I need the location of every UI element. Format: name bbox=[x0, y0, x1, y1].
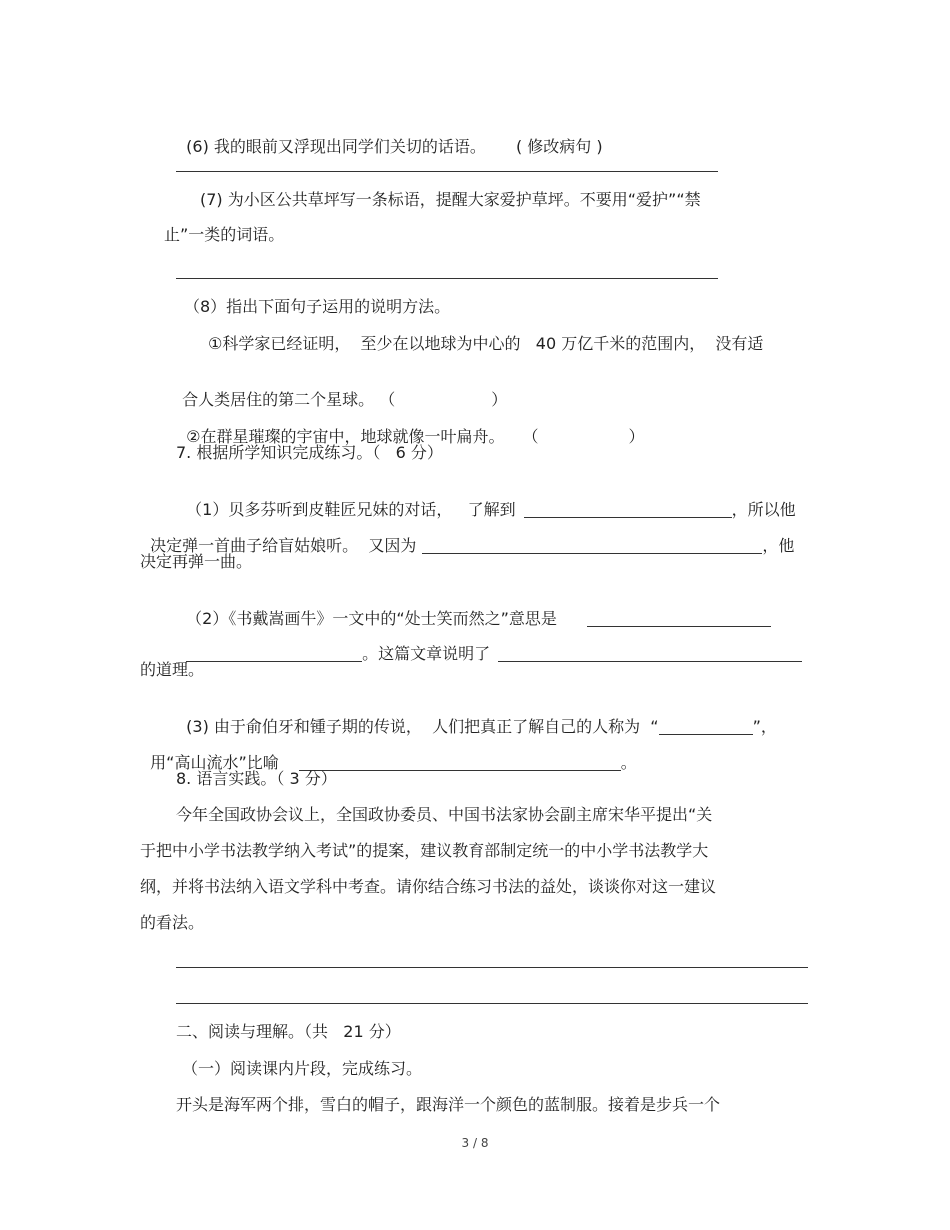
part2-subtitle: （一）阅读课内片段，完成练习。 bbox=[182, 1059, 423, 1078]
section7-p1-line3: 决定再弹一曲。 bbox=[140, 552, 253, 571]
section7-p3-blank-2[interactable] bbox=[299, 754, 621, 771]
section7-p2-text-a: （2）《书戴嵩画牛》一文中的“处士笑而然之”意思是 bbox=[186, 609, 557, 628]
q8-bracket-close-2: ） bbox=[628, 427, 645, 446]
section7-p3-text-b: ”， bbox=[752, 717, 777, 736]
section7-p2-blank-2[interactable] bbox=[186, 645, 362, 662]
section8-line1: 今年全国政协会议上，全国政协委员、中国书法家协会副主席宋华平提出“关 bbox=[176, 805, 713, 824]
q8-sentence2 bbox=[176, 407, 645, 447]
q8-sentence1-line1: ①科学家已经证明， 至少在以地球为中心的 40 万亿千米的范围内， 没有适 bbox=[208, 334, 764, 353]
q7-answer-line[interactable] bbox=[176, 278, 718, 279]
section7-p3-line1 bbox=[176, 697, 777, 737]
section7-p1-text-a: （1）贝多芬听到皮鞋匠兄妹的对话， 了解到 bbox=[186, 500, 516, 519]
section7-p1-blank-2[interactable] bbox=[422, 537, 762, 554]
section7-p3-text-c: 用“高山流水”比喻 bbox=[150, 753, 279, 772]
q7-line1: (7) 为小区公共草坪写一条标语，提醒大家爱护草坪。不要用“爱护”“禁 bbox=[200, 190, 701, 209]
section8-title: 8. 语言实践。（ 3 分） bbox=[176, 769, 337, 788]
section7-p2-line3: 的道理。 bbox=[140, 660, 205, 679]
section7-title: 7. 根据所学知识完成练习。（ 6 分） bbox=[176, 443, 443, 462]
section7-p2-text-b: 。这篇文章说明了 bbox=[362, 644, 491, 663]
section7-p3-text-a: (3) 由于俞伯牙和锺子期的传说， 人们把真正了解自己的人称为 “ bbox=[186, 717, 659, 736]
section8-answer-line-1[interactable] bbox=[176, 967, 808, 968]
q6-text: (6) 我的眼前又浮现出同学们关切的话语。 bbox=[186, 137, 486, 156]
q8-sentence1-text: 合人类居住的第二个星球。 （ bbox=[182, 390, 396, 409]
section8-line3: 纲，并将书法纳入语文学科中考查。请你结合练习书法的益处，谈谈你对这一建议 bbox=[140, 877, 717, 896]
part2-passage-line1: 开头是海军两个排，雪白的帽子，跟海洋一个颜色的蓝制服。接着是步兵一个 bbox=[176, 1095, 721, 1114]
section7-p2-line1 bbox=[176, 589, 771, 629]
q8-bracket-close-1: ） bbox=[491, 390, 508, 409]
section7-p3-line2 bbox=[140, 733, 637, 773]
q7-line2: 止”一类的词语。 bbox=[164, 225, 285, 244]
section7-p3-text-d: 。 bbox=[620, 753, 637, 772]
page-number: 3 / 8 bbox=[461, 1136, 489, 1150]
section7-p1-text-c: 决定弹一首曲子给盲姑娘听。 又因为 bbox=[150, 536, 417, 555]
q8-title: （8）指出下面句子运用的说明方法。 bbox=[184, 297, 451, 316]
section8-line2: 于把中小学书法教学纳入考试”的提案，建议教育部制定统一的中小学书法教学大 bbox=[140, 841, 709, 860]
section8-answer-line-2[interactable] bbox=[176, 1003, 808, 1004]
section7-p1-text-d: ，他 bbox=[762, 536, 795, 555]
section7-p1-line2 bbox=[140, 516, 794, 556]
q8-bracket-open-2: （ bbox=[530, 427, 539, 446]
q6-answer-line[interactable] bbox=[176, 171, 718, 172]
q8-sentence2-text: ②在群星璀璨的宇宙中，地球就像一叶扁舟。 bbox=[186, 427, 505, 446]
section7-p3-blank-1[interactable] bbox=[659, 718, 753, 735]
section7-p1-text-b: ，所以他 bbox=[731, 500, 796, 519]
section7-p2-line2 bbox=[176, 624, 802, 664]
section7-p2-blank-3[interactable] bbox=[498, 645, 802, 662]
q6-hint: ( 修改病句 ) bbox=[515, 137, 603, 156]
q8-sentence1-line2 bbox=[172, 370, 507, 410]
q6-question bbox=[176, 117, 603, 157]
section8-line4: 的看法。 bbox=[140, 913, 205, 932]
section7-p1-line1 bbox=[176, 480, 796, 520]
part2-title: 二、阅读与理解。（共 21 分） bbox=[176, 1022, 401, 1041]
